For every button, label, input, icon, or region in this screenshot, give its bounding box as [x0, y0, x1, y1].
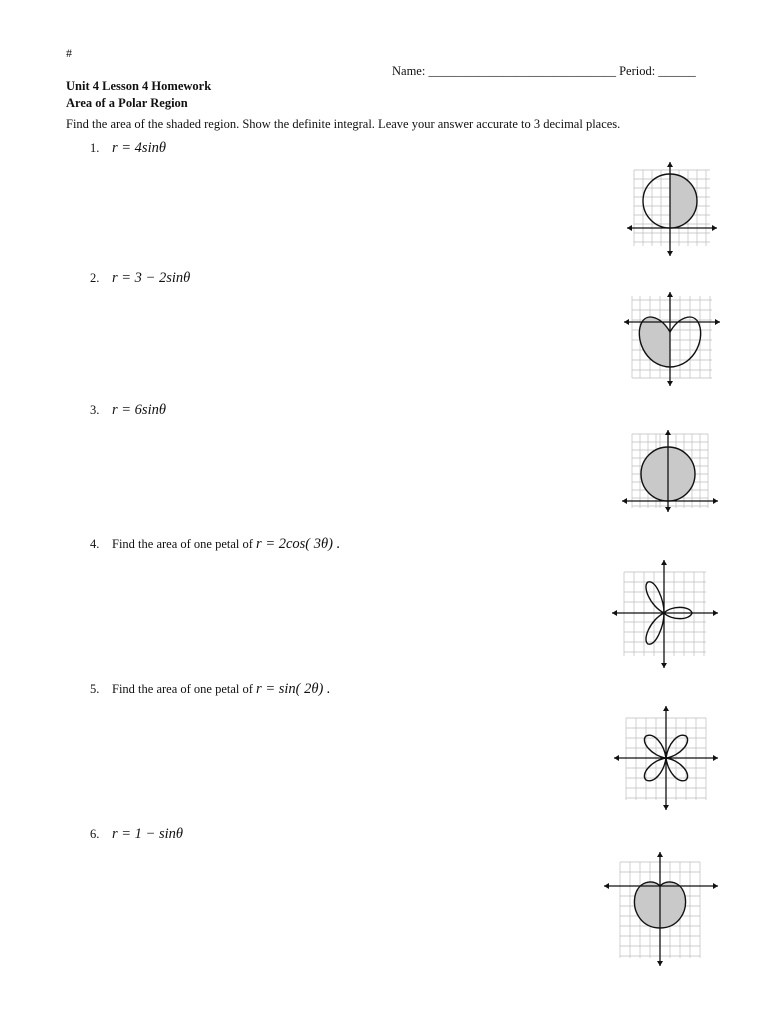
problem-number: 3.: [90, 403, 100, 417]
problem-2: [90, 270, 190, 287]
four-petal-rose-icon: [612, 704, 720, 812]
problem-3: [90, 402, 166, 419]
problem-number: 1.: [90, 141, 100, 155]
name-period-line: Name: ______________________________ Period: ______: [392, 64, 696, 78]
page-marker: #: [66, 46, 72, 60]
circle-right-half-shaded-icon: [624, 160, 720, 258]
problem-number: 4.: [90, 537, 100, 551]
problem-equation: r = 6sinθ: [112, 402, 166, 418]
problem-5: [90, 681, 331, 698]
three-petal-rose-icon: [610, 558, 720, 670]
cardioid-shaded-icon: [602, 850, 720, 968]
problem-number: 6.: [90, 827, 100, 841]
problem-4: [90, 536, 340, 553]
problem-equation: r = 1 − sinθ: [112, 826, 184, 842]
problem-number: 5.: [90, 682, 100, 696]
instructions: Find the area of the shaded region. Show the definite integral. Leave your answer accurate to 3 decimal places.: [66, 117, 621, 131]
problem-equation: r = sin( 2θ) .: [256, 681, 331, 697]
problem-equation: r = 2cos( 3θ) .: [256, 536, 341, 552]
worksheet-title: Unit 4 Lesson 4 Homework: [66, 79, 212, 93]
problem-text: Find the area of one petal of: [112, 537, 257, 551]
limacon-left-half-shaded-icon: [622, 290, 722, 388]
problem-equation: r = 3 − 2sinθ: [112, 270, 191, 286]
circle-shaded-icon: [620, 428, 720, 514]
problem-equation: r = 4sinθ: [112, 140, 166, 156]
problem-1: [90, 140, 166, 157]
worksheet-subtitle: Area of a Polar Region: [66, 96, 188, 110]
problem-6: [90, 826, 183, 843]
problem-number: 2.: [90, 271, 100, 285]
problem-text: Find the area of one petal of: [112, 682, 257, 696]
